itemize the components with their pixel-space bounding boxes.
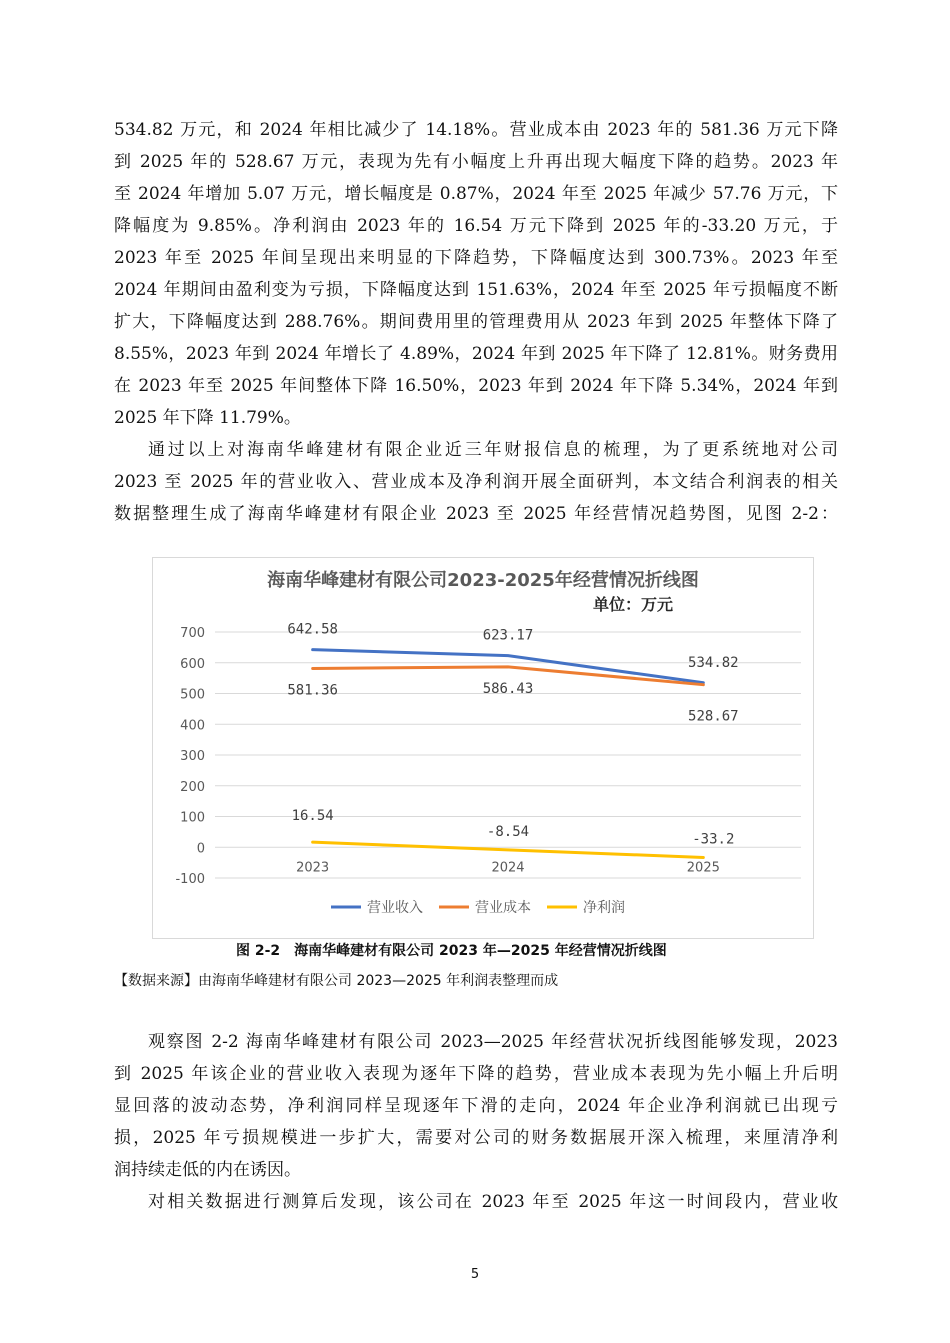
- data-label: 642.58: [287, 621, 338, 638]
- text-line: 对相关数据进行测算后发现，该公司在 2023 年至 2025 年这一时间段内，营业收: [148, 1192, 838, 1212]
- page-number: 5: [470, 1267, 480, 1282]
- y-tick-label: 300: [180, 749, 205, 764]
- chart-figure: [152, 557, 814, 939]
- data-label: 581.36: [287, 682, 338, 699]
- text-line: 降幅度为 9.85%。净利润由 2023 年的 16.54 万元下降到 2025 年的-33.20 万元，于: [114, 216, 838, 236]
- x-axis: [296, 860, 720, 875]
- y-tick-label: 600: [180, 656, 205, 672]
- legend-label: 净利润: [583, 900, 625, 916]
- text-line: 至 2024 年增加 5.07 万元，增长幅度是 0.87%，2024 年至 2025 年减少 57.76 万元，下: [114, 184, 838, 204]
- text-line: 数据整理生成了海南华峰建材有限企业 2023 至 2025 年经营情况趋势图，见图 2-2：: [114, 504, 838, 524]
- x-tick-label: 2025: [686, 860, 720, 876]
- text-line: 2023 至 2025 年的营业收入、营业成本及净利润开展全面研判，本文结合利润表的相关: [114, 472, 838, 492]
- paragraph-1: [114, 114, 838, 434]
- text-line: 2023 年至 2025 年间呈现出来明显的下降趋势，下降幅度达到 300.73%。2023 年至: [114, 248, 838, 268]
- data-source-note: 【数据来源】由海南华峰建材有限公司 2023—2025 年利润表整理而成: [114, 973, 559, 989]
- y-tick-label: 500: [180, 687, 205, 703]
- y-tick-label: 0: [196, 841, 205, 857]
- text-line: 2024 年期间由盈利变为亏损，下降幅度达到 151.63%，2024 年至 2025 年亏损幅度不断: [114, 280, 838, 300]
- y-tick-label: 400: [180, 718, 205, 734]
- y-tick-label: 100: [180, 810, 205, 826]
- y-tick-label: -100: [175, 872, 205, 887]
- text-line: 8.55%，2023 年到 2024 年增长了 4.89%，2024 年到 2025 年下降了 12.81%。财务费用: [114, 344, 838, 364]
- paragraph-2: [114, 434, 838, 530]
- x-tick-label: 2023: [296, 860, 330, 876]
- data-label: 534.82: [688, 654, 739, 671]
- y-axis: [175, 626, 205, 887]
- x-tick-label: 2024: [491, 860, 525, 876]
- y-tick-label: 700: [180, 626, 205, 641]
- text-line: 损，2025 年亏损规模进一步扩大，需要对公司的财务数据展开深入梳理，来厘清净利: [114, 1128, 838, 1148]
- legend-label: 营业收入: [367, 900, 423, 916]
- series-line-2: [313, 842, 704, 857]
- text-line: 扩大，下降幅度达到 288.76%。期间费用里的管理费用从 2023 年到 2025 年整体下降了: [114, 312, 838, 332]
- text-line: 显回落的波动态势，净利润同样呈现逐年下滑的走向，2024 年企业净利润就已出现亏: [114, 1096, 838, 1116]
- paragraph-3: [114, 1026, 838, 1186]
- text-line: 通过以上对海南华峰建材有限企业近三年财报信息的梳理，为了更系统地对公司: [148, 440, 838, 460]
- data-label: 586.43: [482, 680, 534, 697]
- data-label: -33.2: [692, 831, 735, 848]
- legend-label: 营业成本: [475, 900, 531, 916]
- data-label: -8.54: [486, 823, 530, 840]
- text-line: 到 2025 年的 528.67 万元，表现为先有小幅度上升再出现大幅度下降的趋势。2023 年: [114, 152, 838, 172]
- text-line: 2025 年下降 11.79%。: [114, 408, 301, 428]
- text-line: 润持续走低的内在诱因。: [114, 1160, 301, 1180]
- text-line: 到 2025 年该企业的营业收入表现为逐年下降的趋势，营业成本表现为先小幅上升后明: [114, 1064, 838, 1084]
- data-label: 623.17: [482, 627, 534, 644]
- figure-caption: 图 2-2 海南华峰建材有限公司 2023 年—2025 年经营情况折线图: [236, 943, 667, 959]
- text-line: 534.82 万元，和 2024 年相比减少了 14.18%。营业成本由 2023 年的 581.36 万元下降: [114, 120, 838, 140]
- paragraph-4: [114, 1186, 838, 1218]
- y-tick-label: 200: [180, 779, 205, 795]
- line-chart: [153, 558, 813, 938]
- chart-title: 海南华峰建材有限公司2023-2025年经营情况折线图: [267, 570, 699, 591]
- data-label: 528.67: [688, 708, 739, 725]
- text-line: 在 2023 年至 2025 年间整体下降 16.50%，2023 年到 2024 年下降 5.34%，2024 年到: [114, 376, 838, 396]
- legend: [331, 899, 625, 916]
- data-label: 16.54: [291, 808, 334, 825]
- chart-unit: 单位：万元: [592, 595, 674, 614]
- text-line: 观察图 2-2 海南华峰建材有限公司 2023—2025 年经营状况折线图能够发现，2023: [148, 1032, 838, 1052]
